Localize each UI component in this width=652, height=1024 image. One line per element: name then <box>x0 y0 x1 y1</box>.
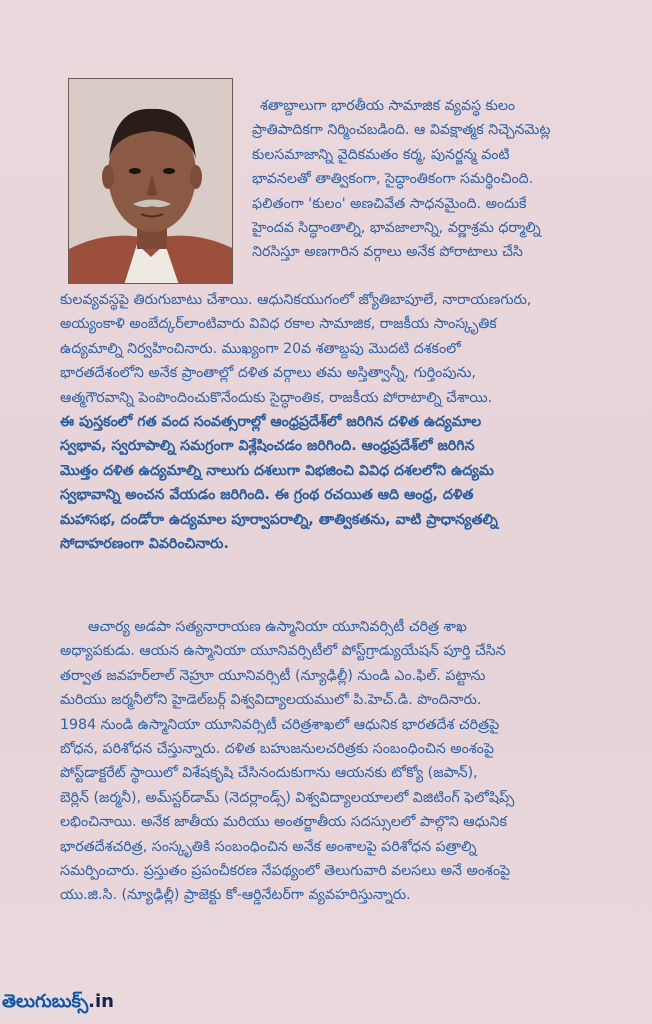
paragraph-line: శతాబ్దాలుగా భారతీయ సామాజిక వ్యవస్థ కులం <box>260 98 516 114</box>
paragraph-line: 1984 నుండి ఉస్మానియా యూనివర్సిటీ చరిత్రశాఖలో ఆధునిక భారతదేశ చరిత్రపై <box>60 716 500 733</box>
paragraph-line: లభించినాయి. అనేక జాతీయ మరియు అంతర్జాతీయ సదస్సులలో పాల్గొని ఆధునిక <box>60 814 507 831</box>
paragraph-line: బెర్లిన్ (జర్మనీ), అమ్‌స్టర్‌డామ్ (నెదర్లాండ్స్) విశ్వవిద్యాలయాలలో విజిటింగ్ ఫెలోషిప్స్ <box>60 789 515 806</box>
paragraph-line: భారతదేశచరిత్ర, సంస్కృతికి సంబంధించిన అనేక అంశాలపై పరిశోధన పత్రాల్ని <box>60 838 477 855</box>
paragraph-line: ప్రాతిపాదికగా నిర్మించబడింది. ఆ వివక్షాత్మక నిచ్చెనమెట్ల <box>252 122 551 139</box>
paragraph-line: అధ్యాపకుడు. ఆయన ఉస్మానియా యూనివర్సిటీలో పోస్ట్‌గ్రాడ్యుయేషన్ పూర్తి చేసిన <box>60 643 506 660</box>
author-bio-paragraph <box>60 615 622 908</box>
author-photo <box>68 78 233 284</box>
paragraph-line: అయ్యంకాళి అంబేద్కర్‌లాంటివారు వివిధ రకాల సామాజిక, రాజకీయ సాంస్కృతిక <box>60 316 497 333</box>
paragraph-line: పోస్ట్‌డాక్టరేట్ స్థాయిలో విశేషకృషి చేసినందుకుగాను ఆయనకు టోక్యో (జపాన్), <box>60 765 478 782</box>
paragraph-line: కులవ్యవస్థపై తిరుగుబాటు చేశాయి. ఆధునికయుగంలో జ్యోతిబాపూలే, నారాయణగురు, <box>60 292 532 308</box>
paragraph-line: హైందవ సిద్ధాంతాల్ని, భావజాలాన్ని, వర్ణాశ్రమ ధర్మాల్ని <box>252 220 541 237</box>
bold-paragraph-line: స్వభావాన్ని అంచన వేయడం జరిగింది. ఈ గ్రంథ రచయిత ఆది ఆంధ్ర, దళిత <box>60 487 474 504</box>
bold-paragraph-line: మహాసభ, దండోరా ఉద్యమాల పూర్వాపరాల్ని, తాత్వికతను, వాటి ప్రాధాన్యతల్ని <box>60 511 498 528</box>
author-portrait-image <box>69 79 233 284</box>
paragraph-line: మరియు జర్మనీలోని హైడెల్‌బర్గ్ విశ్వవిద్యాలయములో పి.హెచ్.డి. పొందినారు. <box>60 692 482 709</box>
paragraph-line: భావనలతో తాత్వికంగా, సైద్ధాంతికంగా సమర్థించింది. <box>252 171 534 188</box>
paragraph-line: నిరసిస్తూ అణగారిన వర్గాలు అనేక పోరాటాలు చేసి <box>252 244 523 261</box>
paragraph-line: తర్వాత జవహర్‌లాల్ నెహ్రూ యూనివర్సిటీ (న్యూఢిల్లీ) నుండి ఎం.ఫిల్. పట్టాను <box>60 667 486 684</box>
bold-paragraph-line: స్వభావ, స్వరూపాల్ని సమగ్రంగా విశ్లేషించడం జరిగింది. ఆంధ్రప్రదేశ్‌లో జరిగిన <box>60 438 475 455</box>
paragraph-line: ఫలితంగా 'కులం' అణచివేత సాధనమైంది. అందుకే <box>252 195 527 212</box>
bold-paragraph-line: మొత్తం దళిత ఉద్యమాల్ని నాలుగు దశలుగా విభజించి వివిధ దశలలోని ఉద్యమ <box>60 462 494 479</box>
paragraph-line: భారతదేశంలోని అనేక ప్రాంతాల్లో దళిత వర్గాలు తమ అస్తిత్వాన్నీ, గుర్తింపును, <box>60 365 476 382</box>
paragraph-line: కులసమాజాన్ని వైదికమతం కర్మ, పునర్జన్మ వంటి <box>252 146 510 163</box>
paragraph-line: బోధన, పరిశోధన చేస్తున్నారు. దళిత బహుజనులచరిత్రకు సంబంధించిన అంశంపై <box>60 741 494 758</box>
paragraph-line: ఉద్యమాల్ని నిర్వహించినారు. ముఖ్యంగా 20వ శతాబ్దపు మొదటి దశకంలో <box>60 340 461 357</box>
site-watermark <box>2 990 152 1020</box>
paragraph-line: ఆత్మగౌరవాన్ని పెంపొందించుకొనేందుకు సైద్ధాంతిక, రాజకీయ పోరాటాల్ని చేశాయి. <box>60 389 493 406</box>
bold-paragraph-line: ఈ పుస్తకంలో గత వంద సంవత్సరాల్లో ఆంధ్రప్రదేశ్‌లో జరిగిన దళిత ఉద్యమాల <box>60 414 482 431</box>
watermark-suffix: .in <box>88 991 114 1012</box>
paragraph-line: ఆచార్య అడపా సత్యనారాయణ ఉస్మానియా యూనివర్సిటీ చరిత్ర శాఖ <box>88 619 467 635</box>
intro-paragraph <box>252 94 620 265</box>
watermark-main: తెలుగుబుక్స్ <box>2 991 89 1012</box>
paragraph-line: సమర్పించారు. ప్రస్తుతం ప్రపంచీకరణ నేపథ్యంలో తెలుగువారి వలసలు అనే అంశంపై <box>60 863 511 880</box>
paragraph-line: యు.జి.సి. (న్యూఢిల్లీ) ప్రాజెక్టు కో-ఆర్డినేటర్‌గా వ్యవహరిస్తున్నారు. <box>60 887 411 904</box>
history-paragraph <box>60 288 622 556</box>
bold-paragraph-line: సోదాహరణంగా వివరించినారు. <box>60 536 229 553</box>
